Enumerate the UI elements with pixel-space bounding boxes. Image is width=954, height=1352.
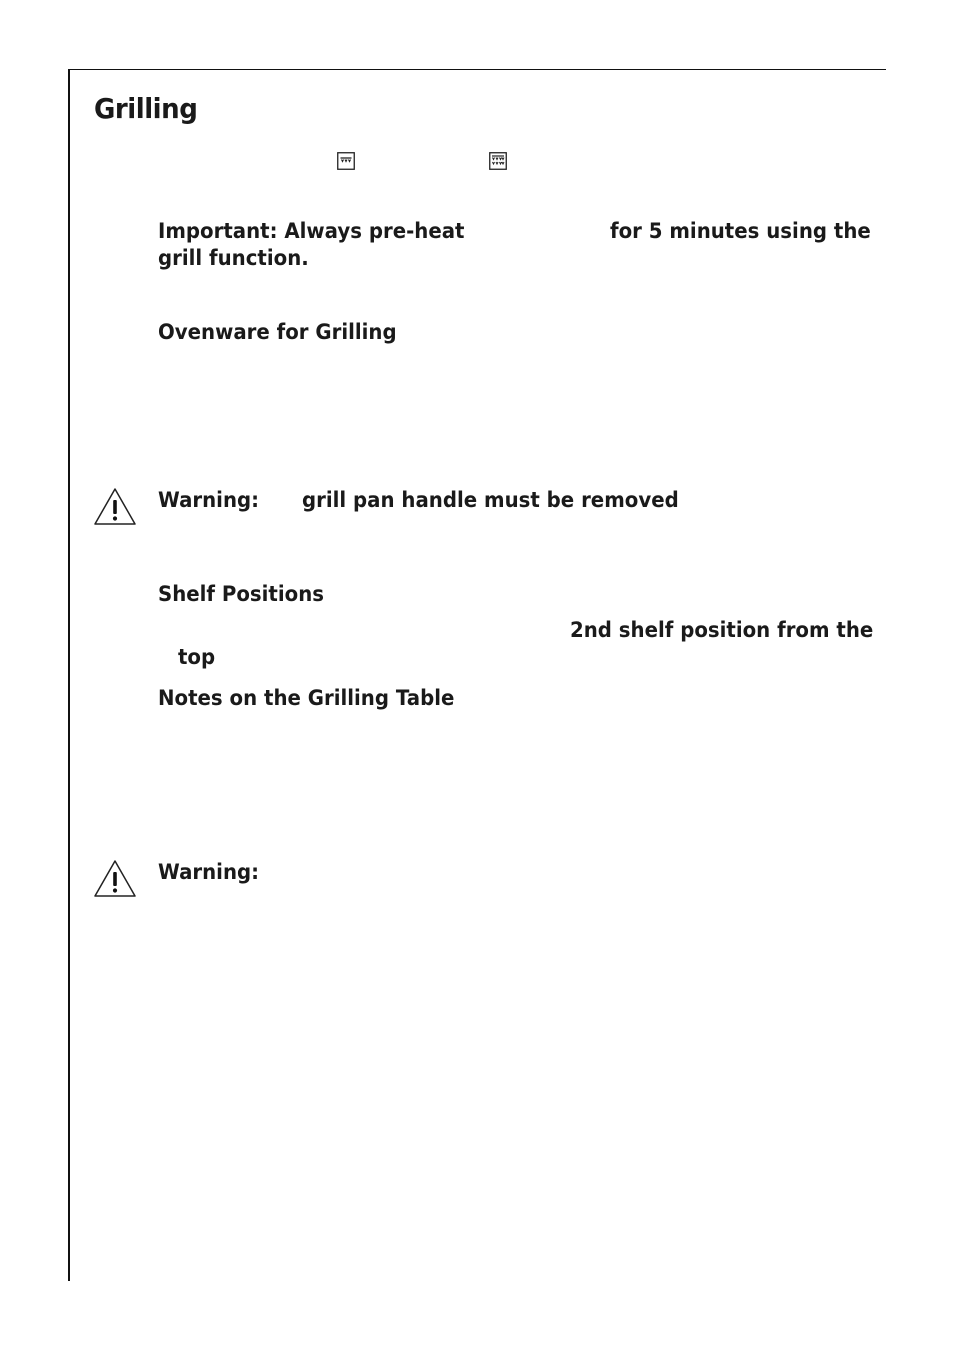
shelf-position-text-cont: top bbox=[178, 645, 216, 669]
warning-triangle-icon bbox=[93, 487, 137, 527]
shelf-positions-heading: Shelf Positions bbox=[158, 582, 324, 606]
grill-icon bbox=[337, 152, 355, 170]
important-note-cont: grill function. bbox=[158, 246, 309, 270]
left-rule bbox=[68, 69, 70, 1281]
ovenware-heading: Ovenware for Grilling bbox=[158, 320, 397, 344]
warning-text: grill pan handle must be removed bbox=[302, 488, 679, 512]
important-note-end: for 5 minutes using the bbox=[610, 219, 871, 243]
grilling-table-notes-heading: Notes on the Grilling Table bbox=[158, 686, 455, 710]
warning-triangle-icon bbox=[93, 859, 137, 899]
shelf-position-text: 2nd shelf position from the bbox=[570, 618, 874, 642]
page-title: Grilling bbox=[94, 92, 198, 125]
dual-grill-icon bbox=[489, 152, 507, 170]
important-note-start: Important: Always pre-heat bbox=[158, 219, 465, 243]
top-rule bbox=[68, 69, 886, 70]
warning-label: Warning: bbox=[158, 488, 260, 512]
warning-label: Warning: bbox=[158, 860, 260, 884]
